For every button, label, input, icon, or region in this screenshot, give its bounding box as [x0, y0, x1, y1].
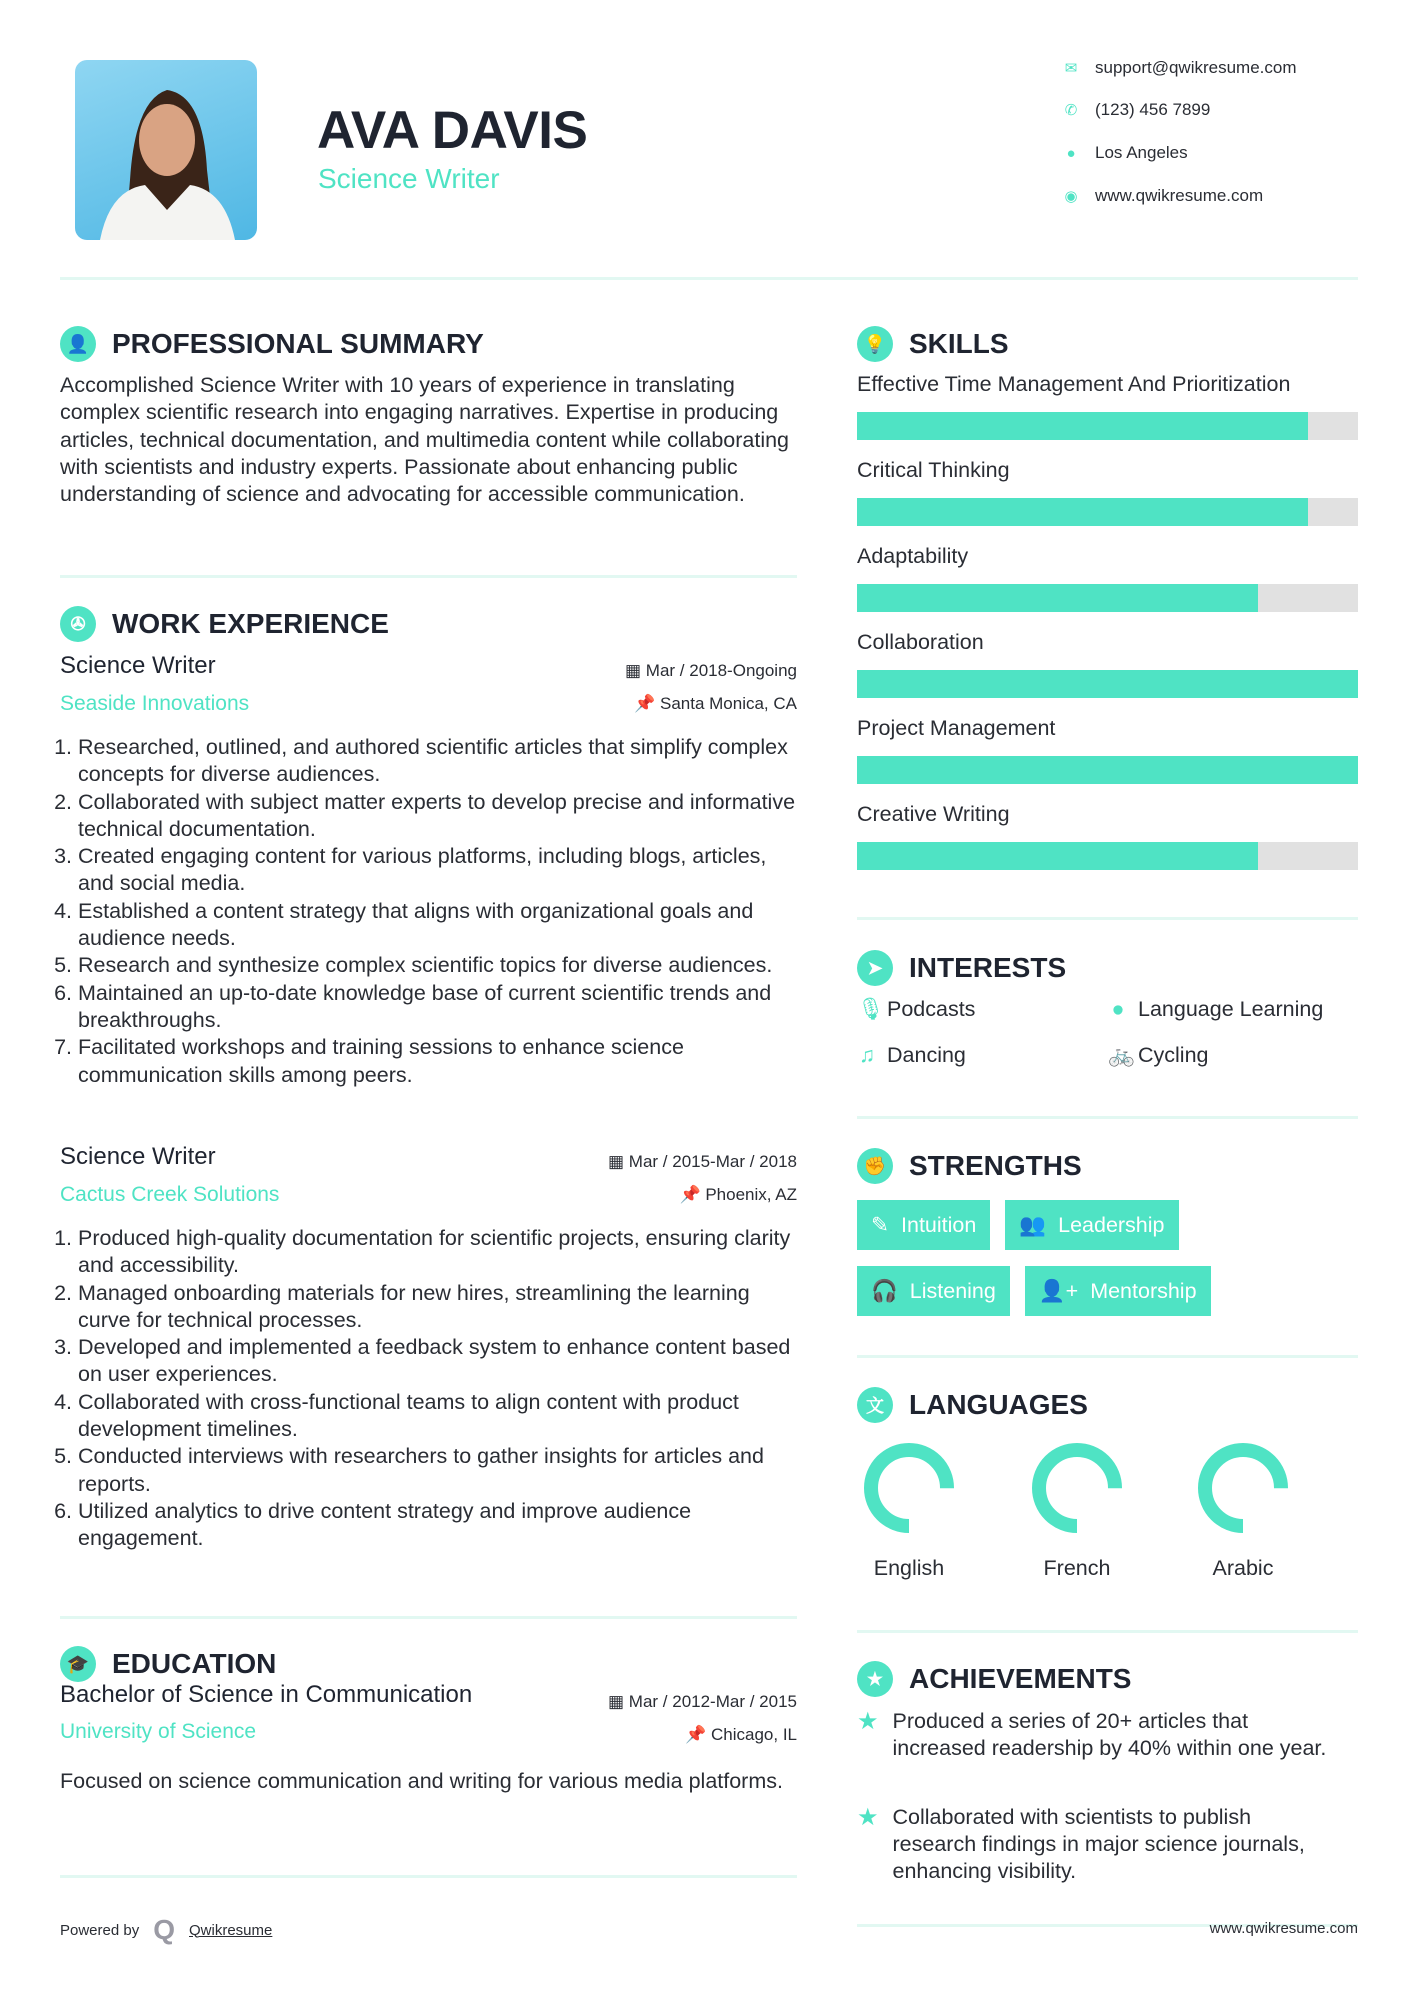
- language-ring: [859, 1438, 959, 1538]
- language-ring: [1027, 1438, 1127, 1538]
- skill-bar: [857, 842, 1358, 870]
- duty-item: 5. Research and synthesize complex scientific topics for diverse audiences.: [78, 952, 800, 979]
- interest-dancing: [857, 1043, 966, 1068]
- strength-label: Listening: [909, 1278, 996, 1303]
- achievement-text: Collaborated with scientists to publish research findings in major science journals, enhancing visibility.: [892, 1805, 1305, 1883]
- qwikresume-link[interactable]: Qwikresume: [189, 1921, 273, 1939]
- contact-location: [1063, 143, 1188, 163]
- users-icon: 👥: [1019, 1212, 1047, 1237]
- duty-item: 2. Managed onboarding materials for new hires, streamlining the learning curve for technical processes.: [78, 1280, 800, 1335]
- duty-item: 2. Collaborated with subject matter experts to develop precise and informative technical documentation.: [78, 789, 800, 844]
- skill-bar: [857, 670, 1358, 698]
- duty-item: 4. Established a content strategy that aligns with organizational goals and audience needs.: [78, 898, 800, 953]
- job-date-text: Mar / 2015-Mar / 2018: [628, 1152, 797, 1171]
- job-company: Cactus Creek Solutions: [60, 1183, 280, 1206]
- footer-url[interactable]: www.qwikresume.com: [1209, 1920, 1358, 1937]
- map-pin-icon: ●: [1066, 144, 1076, 162]
- globe-icon: ◉: [1064, 188, 1078, 205]
- divider: [60, 1616, 797, 1619]
- lightbulb-icon: 💡: [857, 326, 893, 362]
- achievement-item: [857, 1708, 1327, 1762]
- strength-label: Leadership: [1058, 1212, 1165, 1237]
- language-ring-arc: [1039, 1450, 1115, 1526]
- job-date-text: Mar / 2018-Ongoing: [645, 661, 797, 680]
- strength-badge: [1025, 1266, 1211, 1316]
- achievements-heading: [857, 1661, 1131, 1697]
- divider: [857, 1630, 1358, 1633]
- star-icon: ★: [857, 1708, 879, 1735]
- language-icon: 文: [857, 1387, 893, 1423]
- strength-badge: [857, 1266, 1010, 1316]
- strengths-row: [857, 1266, 1211, 1316]
- skill-bar-fill: [857, 842, 1258, 870]
- skill-bar: [857, 498, 1358, 526]
- job-date: [500, 1152, 797, 1172]
- strength-badge: [1005, 1200, 1178, 1250]
- interest-language-learning: [1108, 997, 1323, 1022]
- header-divider: [60, 277, 1358, 280]
- achievement-text: Produced a series of 20+ articles that increased readership by 40% within one year.: [892, 1709, 1327, 1760]
- job-role: Science Writer: [60, 1143, 216, 1170]
- job-role: Science Writer: [60, 652, 216, 679]
- strength-label: Intuition: [901, 1212, 977, 1237]
- pin-icon: 📌: [634, 694, 660, 713]
- language-label: Arabic: [1212, 1556, 1274, 1580]
- duty-item: 1. Researched, outlined, and authored scientific articles that simplify complex concepts for diverse audiences.: [78, 734, 800, 789]
- powered-by: [60, 1914, 272, 1946]
- interest-cycling: [1108, 1043, 1209, 1068]
- skill-bar: [857, 412, 1358, 440]
- duty-item: 3. Created engaging content for various platforms, including blogs, articles, and social media.: [78, 843, 800, 898]
- language-ring-arc: [871, 1450, 947, 1526]
- strength-badge: [857, 1200, 990, 1250]
- job-duties: [60, 734, 800, 1089]
- language-label: French: [1043, 1556, 1111, 1580]
- skill-label: Critical Thinking: [857, 458, 1010, 482]
- summary-heading: [60, 326, 484, 362]
- skill-label: Collaboration: [857, 630, 984, 654]
- work-heading-text: WORK EXPERIENCE: [112, 608, 389, 639]
- duty-item: 6. Utilized analytics to drive content strategy and improve audience engagement.: [78, 1498, 800, 1553]
- education-heading-text: EDUCATION: [112, 1648, 277, 1679]
- duty-item: 6. Maintained an up-to-date knowledge base of current scientific trends and breakthroughs.: [78, 980, 800, 1035]
- contact-email[interactable]: [1063, 58, 1297, 78]
- divider: [60, 1875, 797, 1878]
- skill-bar-fill: [857, 412, 1308, 440]
- education-heading: [60, 1646, 276, 1682]
- duty-item: 3. Developed and implemented a feedback system to enhance content based on user experiences.: [78, 1334, 800, 1389]
- star-icon: ★: [857, 1804, 879, 1831]
- location-text: Los Angeles: [1095, 143, 1188, 162]
- skill-bar-fill: [857, 670, 1358, 698]
- language-label: English: [873, 1556, 945, 1580]
- paper-plane-icon: ➤: [857, 950, 893, 986]
- achievements-heading-text: ACHIEVEMENTS: [909, 1663, 1132, 1694]
- globe-icon: ●: [1111, 997, 1125, 1021]
- skill-label: Creative Writing: [857, 802, 1010, 826]
- education-text: Focused on science communication and writing for various media platforms.: [60, 1769, 783, 1793]
- bicycle-icon: 🚲: [1108, 1043, 1135, 1067]
- strength-label: Mentorship: [1090, 1278, 1197, 1303]
- language-ring: [1193, 1438, 1293, 1538]
- job-location: [500, 1185, 797, 1205]
- job-location-text: Phoenix, AZ: [705, 1185, 797, 1204]
- summary-heading-text: PROFESSIONAL SUMMARY: [112, 328, 484, 359]
- powered-by-text: Powered by: [60, 1921, 140, 1939]
- skill-label: Project Management: [857, 716, 1056, 740]
- job-location: [500, 694, 797, 714]
- work-heading: [60, 606, 389, 642]
- skill-bar-fill: [857, 584, 1258, 612]
- job-company: Seaside Innovations: [60, 692, 250, 715]
- chair-icon: ✇: [60, 606, 96, 642]
- headphones-icon: 🎧: [871, 1278, 898, 1303]
- candidate-name: AVA DAVIS: [317, 101, 588, 160]
- interest-label: Language Learning: [1138, 997, 1324, 1021]
- skill-bar-fill: [857, 498, 1308, 526]
- interest-podcasts: [857, 997, 975, 1022]
- skill-label: Effective Time Management And Prioritization: [857, 372, 1291, 396]
- microphone-icon: 🎙: [857, 997, 885, 1021]
- profile-photo: [75, 60, 257, 240]
- interests-heading: [857, 950, 1066, 986]
- education-date-text: Mar / 2012-Mar / 2015: [628, 1692, 797, 1711]
- star-badge-icon: ★: [857, 1661, 893, 1697]
- user-icon: 👤: [60, 326, 96, 362]
- strengths-row: [857, 1200, 1179, 1250]
- education-date: [560, 1692, 797, 1712]
- strengths-heading-text: STRENGTHS: [909, 1150, 1082, 1181]
- magic-wand-icon: ✎: [871, 1212, 890, 1237]
- divider: [857, 1116, 1358, 1119]
- job-date: [500, 661, 797, 681]
- education-location: [560, 1725, 797, 1745]
- pin-icon: 📌: [685, 1725, 711, 1744]
- languages-heading: [857, 1387, 1088, 1423]
- music-icon: ♫: [858, 1043, 876, 1067]
- candidate-title: Science Writer: [318, 163, 500, 194]
- calendar-icon: ▦: [608, 1152, 629, 1171]
- divider: [857, 917, 1358, 920]
- envelope-icon: ✉: [1064, 60, 1078, 77]
- divider: [857, 1355, 1358, 1358]
- interest-label: Dancing: [887, 1043, 966, 1067]
- calendar-icon: ▦: [625, 661, 646, 680]
- email-text: support@qwikresume.com: [1095, 58, 1297, 77]
- graduate-icon: 🎓: [60, 1646, 96, 1682]
- duty-item: 4. Collaborated with cross-functional teams to align content with product development timelines.: [78, 1389, 800, 1444]
- calendar-icon: ▦: [608, 1692, 629, 1711]
- interest-label: Cycling: [1138, 1043, 1209, 1067]
- user-plus-icon: 👤+: [1038, 1278, 1079, 1303]
- duty-item: 5. Conducted interviews with researchers to gather insights for articles and reports.: [78, 1443, 800, 1498]
- language-ring-arc: [1205, 1450, 1281, 1526]
- skill-bar: [857, 584, 1358, 612]
- school: University of Science: [60, 1720, 257, 1743]
- skills-heading: [857, 326, 1009, 362]
- strengths-heading: [857, 1148, 1082, 1184]
- fist-icon: ✊: [857, 1148, 893, 1184]
- pin-icon: 📌: [679, 1185, 706, 1204]
- job-location-text: Santa Monica, CA: [659, 694, 797, 713]
- degree: Bachelor of Science in Communication: [60, 1681, 473, 1708]
- duty-item: 7. Facilitated workshops and training sessions to enhance science communication skills among peers.: [78, 1034, 800, 1089]
- qwikresume-logo-icon: Q: [153, 1914, 175, 1945]
- website-text: www.qwikresume.com: [1095, 186, 1264, 205]
- skill-label: Adaptability: [857, 544, 969, 568]
- languages-heading-text: LANGUAGES: [909, 1389, 1088, 1420]
- job-duties: [60, 1225, 800, 1553]
- summary-text: Accomplished Science Writer with 10 years of experience in translating complex scientific research into engaging narratives. Expertise in producing articles, technical documentation, and multimedia content while collaborating with scientists and industry experts. Passionate about enhancing public understanding of science and advocating for accessible communication.: [60, 373, 790, 507]
- achievement-item: [857, 1804, 1327, 1885]
- divider: [60, 575, 797, 578]
- phone-icon: ✆: [1064, 102, 1078, 119]
- interests-heading-text: INTERESTS: [909, 952, 1067, 983]
- skills-heading-text: SKILLS: [909, 328, 1009, 359]
- skill-bar: [857, 756, 1358, 784]
- interest-label: Podcasts: [887, 997, 976, 1021]
- contact-website[interactable]: [1063, 186, 1263, 206]
- contact-phone: [1063, 100, 1210, 120]
- education-location-text: Chicago, IL: [711, 1725, 797, 1744]
- phone-text: (123) 456 7899: [1095, 100, 1211, 119]
- duty-item: 1. Produced high-quality documentation for scientific projects, ensuring clarity and accessibility.: [78, 1225, 800, 1280]
- skill-bar-fill: [857, 756, 1358, 784]
